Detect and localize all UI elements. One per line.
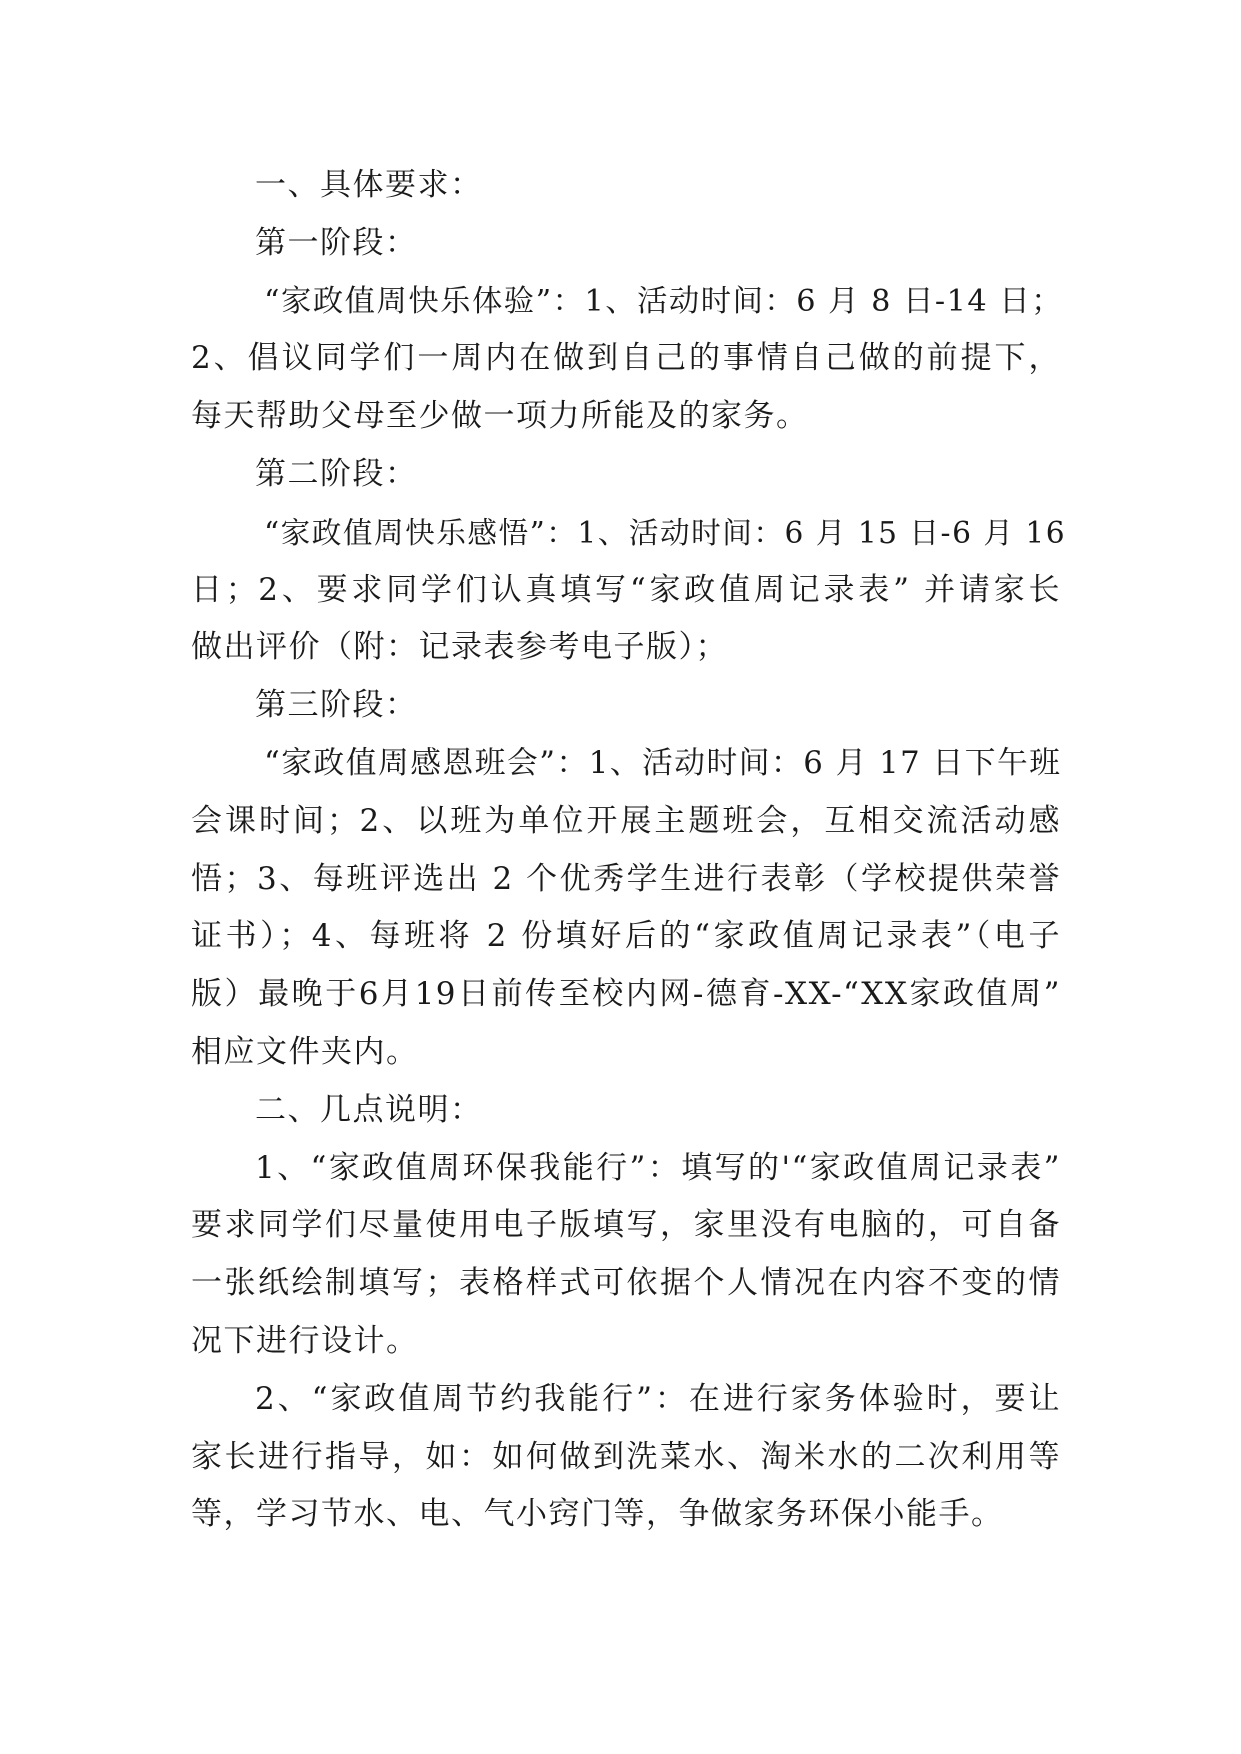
stage-heading-3: 第三阶段： bbox=[255, 687, 418, 724]
paragraph-line: 日；2、要求同学们认真填写“家政值周记录表” 并请家长 bbox=[191, 571, 1061, 608]
paragraph-line: “家政值周快乐感悟”：1、活动时间：6 月 15 日-6 月 16 bbox=[264, 514, 1067, 550]
stage-heading-2: 第二阶段： bbox=[255, 455, 418, 492]
paragraph-line: 2、“家政值周节约我能行”：在进行家务体验时，要让 bbox=[255, 1380, 1061, 1417]
document-body bbox=[191, 157, 1067, 1544]
paragraph-line: 要求同学们尽量使用电子版填写，家里没有电脑的，可自备 bbox=[191, 1207, 1061, 1244]
paragraph-line: 相应文件夹内。 bbox=[191, 1033, 419, 1070]
paragraph-line: 2、倡议同学们一周内在做到自己的事情自己做的前提下， bbox=[191, 340, 1061, 377]
section-heading-notes: 二、几点说明： bbox=[255, 1091, 483, 1128]
paragraph-line: 等，学习节水、电、气小窍门等，争做家务环保小能手。 bbox=[191, 1496, 1004, 1533]
paragraph-line: 每天帮助父母至少做一项力所能及的家务。 bbox=[191, 398, 809, 435]
paragraph-line: “家政值周感恩班会”：1、活动时间：6 月 17 日下午班 bbox=[264, 744, 1062, 781]
paragraph-line: “家政值周快乐体验”：1、活动时间：6 月 8 日-14 日； bbox=[264, 283, 1064, 319]
paragraph-line: 版）最晚于6月19日前传至校内网-德育-XX-“XX家政值周” bbox=[191, 976, 1061, 1013]
paragraph-line: 做出评价（附：记录表参考电子版）； bbox=[191, 629, 728, 666]
paragraph-line: 家长进行指导，如：如何做到洗菜水、淘米水的二次利用等 bbox=[191, 1438, 1061, 1475]
paragraph-line: 会课时间；2、以班为单位开展主题班会，互相交流活动感 bbox=[191, 802, 1061, 839]
paragraph-line: 1、“家政值周环保我能行”：填写的'“家政值周记录表” bbox=[255, 1149, 1061, 1186]
stage-heading-1: 第一阶段： bbox=[255, 224, 418, 261]
section-heading-requirements: 一、具体要求： bbox=[255, 167, 483, 203]
paragraph-line: 况下进行设计。 bbox=[191, 1322, 419, 1359]
paragraph-line: 一张纸绘制填写；表格样式可依据个人情况在内容不变的情 bbox=[191, 1265, 1061, 1302]
paragraph-line: 证书）；4、每班将 2 份填好后的“家政值周记录表”（电子 bbox=[191, 918, 1061, 955]
paragraph-line: 悟；3、每班评选出 2 个优秀学生进行表彰（学校提供荣誉 bbox=[191, 860, 1061, 897]
